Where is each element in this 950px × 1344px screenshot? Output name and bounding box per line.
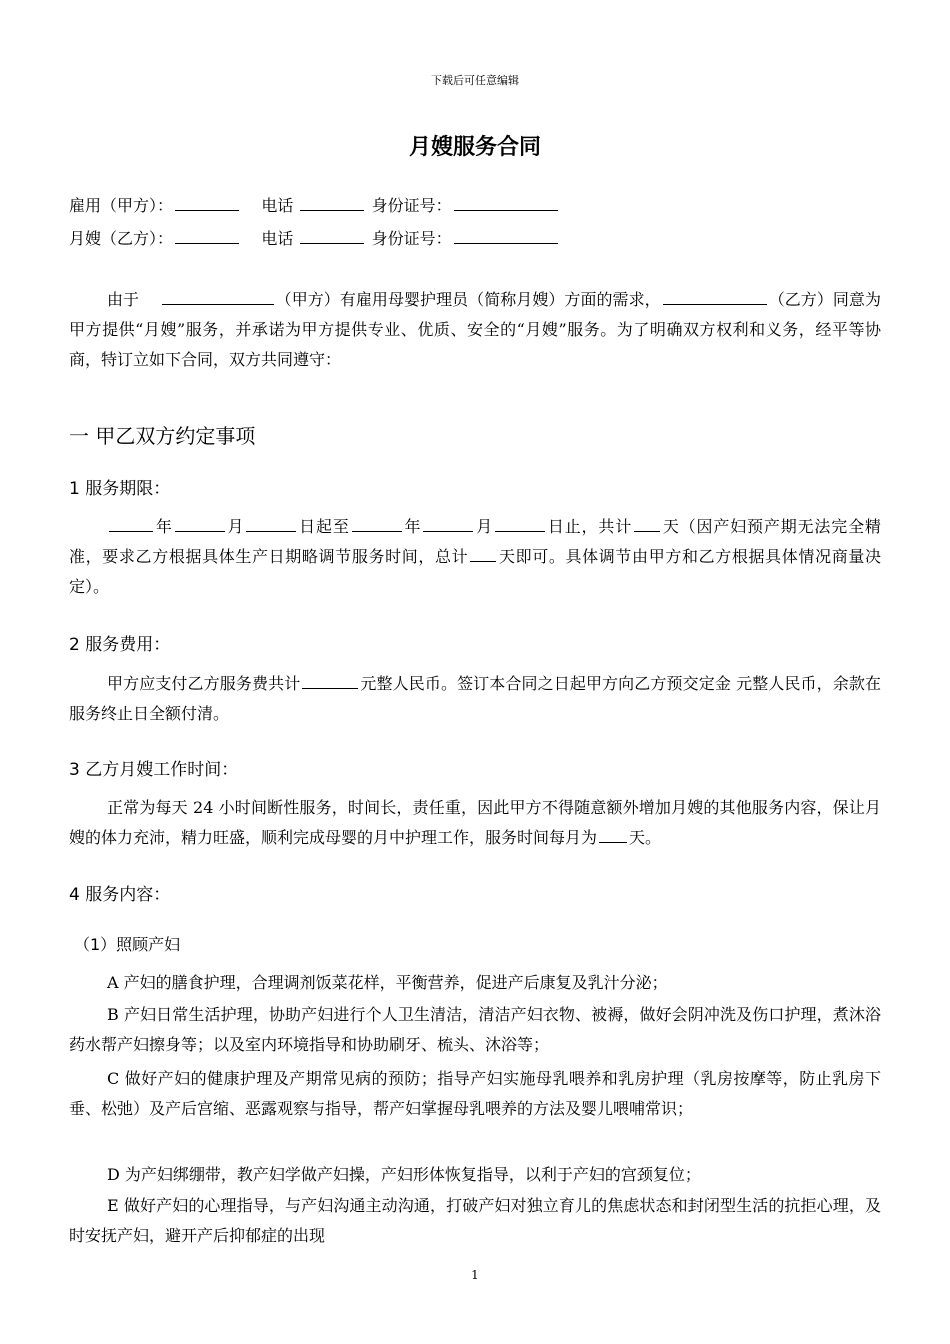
blank bbox=[495, 515, 545, 532]
content-item: E 做好产妇的心理指导，与产妇沟通主动沟通，打破产妇对独立育儿的焦虑状态和封闭型生活的抗拒心理，及时安抚产妇，避开产后抑郁症的出现 bbox=[69, 1196, 881, 1245]
fee-blank bbox=[302, 672, 358, 689]
employer-line bbox=[69, 193, 560, 216]
blank bbox=[634, 515, 660, 532]
content-item: B 产妇日常生活护理，协助产妇进行个人卫生清洁，清洁产妇衣物、被褥，做好会阴冲洗及伤口护理，煮沐浴药水帮产妇擦身等；以及室内环境指导和协助刷牙、梳头、沐浴等； bbox=[69, 1005, 881, 1054]
preamble-text-3: （乙方）同意为甲方提供“月嫂”服务，并承诺为甲方提供专业、优质、安全的“月嫂”服务。为了明确双方权利和义务，经平等协商，特订立如下合同，双方共同遵守： bbox=[69, 290, 881, 369]
blank bbox=[246, 515, 296, 532]
day-from-label: 日起至 bbox=[298, 517, 350, 536]
maid-id-label: 身份证号： bbox=[371, 229, 452, 248]
content-item: C 做好产妇的健康护理及产期常见病的预防；指导产妇实施母乳喂养和乳房护理（乳房按摩等，防止乳房下垂、松弛）及产后宫缩、恶露观察与指导，帮产妇掌握母乳喂养的方法及婴儿喂哺常识； bbox=[69, 1069, 881, 1118]
employer-label: 雇用（甲方）： bbox=[69, 196, 174, 215]
employer-blank bbox=[162, 288, 274, 305]
blank bbox=[352, 515, 402, 532]
employer-phone-label: 电话 bbox=[261, 196, 294, 215]
maid-name-blank bbox=[175, 227, 239, 244]
month-label: 月 bbox=[226, 517, 245, 536]
blank bbox=[470, 545, 496, 562]
page-number: 1 bbox=[471, 1268, 479, 1282]
term-tail: 天即可。具体调节由甲方和乙方根据具体情况商量决定）。 bbox=[69, 547, 881, 596]
section-heading: 一 甲乙双方约定事项 bbox=[69, 424, 256, 448]
blank bbox=[109, 515, 153, 532]
worktime-blank bbox=[599, 826, 627, 843]
blank bbox=[175, 515, 225, 532]
day-to-label: 日止，共计 bbox=[547, 517, 633, 536]
content-heading: 4 服务内容： bbox=[69, 885, 171, 905]
header-note: 下载后可任意编辑 bbox=[431, 74, 519, 87]
blank bbox=[423, 515, 473, 532]
preamble-paragraph bbox=[69, 285, 881, 375]
maid-blank bbox=[663, 288, 767, 305]
maid-phone-blank bbox=[300, 227, 364, 244]
preamble-text-2: （甲方）有雇用母婴护理员（简称月嫂）方面的需求， bbox=[275, 290, 661, 309]
fee-text-2: 元整人民币。签订本合同之日起甲方向乙方预交定金 元整人民币，余款在服务终止日全额付清。 bbox=[69, 674, 881, 723]
employer-id-label: 身份证号： bbox=[371, 196, 452, 215]
year-label: 年 bbox=[155, 517, 173, 536]
month-label-2: 月 bbox=[475, 517, 494, 536]
content-item: A 产妇的膳食护理，合理调剂饭菜花样，平衡营养，促进产后康复及乳汁分泌； bbox=[107, 973, 668, 992]
term-heading: 1 服务期限： bbox=[69, 479, 171, 499]
fee-paragraph bbox=[69, 669, 881, 729]
employer-phone-blank bbox=[300, 194, 364, 211]
fee-text-1: 甲方应支付乙方服务费共计 bbox=[107, 674, 301, 693]
worktime-text-2: 天。 bbox=[629, 828, 662, 847]
maid-line bbox=[69, 226, 560, 249]
worktime-text-1: 正常为每天 24 小时间断性服务，时间长，责任重，因此甲方不得随意额外增加月嫂的其他服务内容，保让月嫂的体力充沛，精力旺盛，顺利完成母婴的月中护理工作，服务时间每月为 bbox=[69, 798, 881, 847]
year-label-2: 年 bbox=[403, 517, 422, 536]
maid-id-blank bbox=[454, 227, 558, 244]
employer-id-blank bbox=[454, 194, 558, 211]
content-item: D 为产妇绑绷带，教产妇学做产妇操，产妇形体恢复指导，以利于产妇的宫颈复位； bbox=[107, 1165, 701, 1184]
content-subheading: （1）照顾产妇 bbox=[74, 935, 181, 954]
document-title: 月嫂服务合同 bbox=[408, 135, 541, 160]
preamble-text-1: 由于 bbox=[107, 290, 140, 309]
maid-label: 月嫂（乙方）： bbox=[69, 229, 174, 248]
days-text: 天（因产妇预产期无法完全精准，要求乙方根据具体生产日期略调节服务时间，总计 bbox=[69, 517, 881, 566]
worktime-heading: 3 乙方月嫂工作时间： bbox=[69, 760, 239, 780]
maid-phone-label: 电话 bbox=[261, 229, 294, 248]
worktime-paragraph bbox=[69, 793, 881, 853]
employer-name-blank bbox=[175, 194, 239, 211]
fee-heading: 2 服务费用： bbox=[69, 635, 171, 655]
term-paragraph bbox=[69, 512, 881, 602]
